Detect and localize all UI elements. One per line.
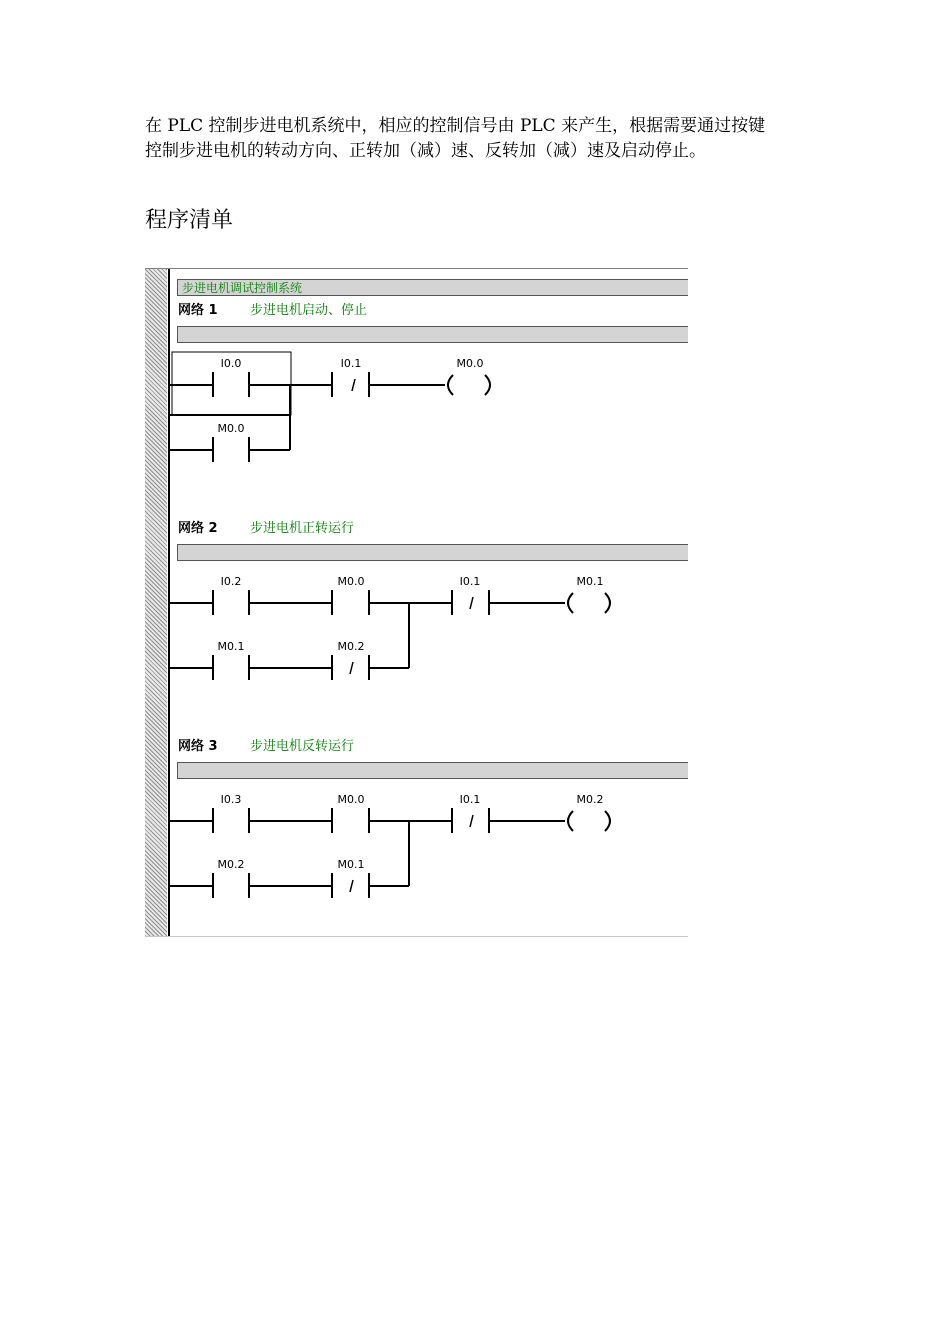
network-3-label: 网络 3	[178, 739, 218, 754]
network-3-comment: 步进电机反转运行	[250, 739, 355, 754]
n2-contact-2-address[interactable]: M0.0	[337, 575, 365, 588]
n2-contact-6-address[interactable]: M0.2	[337, 640, 365, 653]
n2-contact-5-address[interactable]: M0.1	[217, 640, 245, 653]
program-title: 步进电机调试控制系统	[182, 281, 303, 295]
n3-contact-2-address[interactable]: M0.0	[337, 793, 365, 806]
n3-contact-6-address[interactable]: M0.1	[337, 858, 365, 871]
n2-contact-1-address[interactable]: I0.2	[220, 575, 242, 588]
ladder-logic-graphics	[145, 269, 688, 936]
n1-contact-4-address[interactable]: M0.0	[217, 422, 245, 435]
network-1-rungs	[170, 352, 490, 462]
n1-coil-address[interactable]: M0.0	[456, 357, 484, 370]
intro-line-1: 在 PLC 控制步进电机系统中，相应的控制信号由 PLC 来产生，根据需要通过按键	[145, 116, 766, 136]
network-3-rungs	[170, 808, 610, 898]
network-1-label: 网络 1	[178, 303, 218, 318]
n1-contact-2-address[interactable]: I0.1	[340, 357, 362, 370]
n3-coil-address[interactable]: M0.2	[576, 793, 604, 806]
n1-contact-1-address[interactable]: I0.0	[220, 357, 242, 370]
network-1-comment: 步进电机启动、停止	[250, 303, 368, 318]
n3-contact-3-address[interactable]: I0.1	[459, 793, 481, 806]
intro-line-2: 控制步进电机的转动方向、正转加（减）速、反转加（减）速及启动停止。	[145, 141, 706, 161]
n2-coil-address[interactable]: M0.1	[576, 575, 604, 588]
network-2-label: 网络 2	[178, 521, 218, 536]
n2-contact-3-address[interactable]: I0.1	[459, 575, 481, 588]
network-2-rungs	[170, 590, 610, 680]
ladder-diagram-editor	[145, 268, 688, 937]
n3-contact-1-address[interactable]: I0.3	[220, 793, 242, 806]
section-heading: 程序清单	[145, 208, 234, 233]
n3-contact-5-address[interactable]: M0.2	[217, 858, 245, 871]
intro-paragraph	[145, 114, 825, 164]
network-2-comment: 步进电机正转运行	[250, 521, 355, 536]
